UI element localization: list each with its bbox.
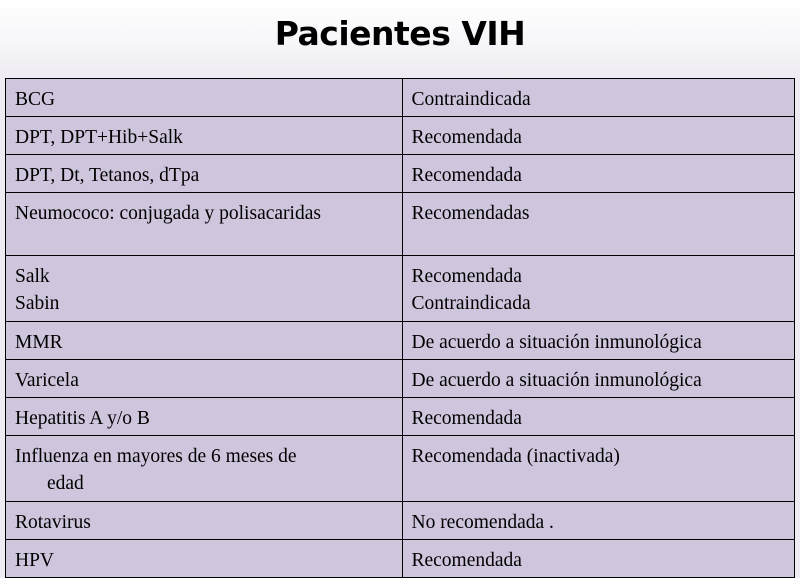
vaccine-cell xyxy=(6,79,403,117)
vaccine-label: Neumococo: conjugada y polisacaridas xyxy=(15,203,321,224)
vaccine-cell xyxy=(6,117,403,155)
vaccine-cell xyxy=(6,360,403,398)
table-row xyxy=(6,398,795,436)
vaccine-cell xyxy=(6,436,403,502)
recommendation-label: De acuerdo a situación inmunológica xyxy=(411,332,702,353)
recommendation-label: Contraindicada xyxy=(411,293,531,314)
recommendation-label: Recomendadas xyxy=(411,203,530,224)
page-title: Pacientes VIH xyxy=(274,14,526,53)
recommendation-cell xyxy=(403,540,795,578)
vaccine-label: Salk xyxy=(15,266,50,287)
vaccine-cell xyxy=(6,155,403,193)
recommendation-cell xyxy=(403,502,795,540)
table-row xyxy=(6,322,795,360)
recommendation-cell xyxy=(403,117,795,155)
recommendation-label: Recomendada (inactivada) xyxy=(411,446,620,467)
recommendation-label: Recomendada xyxy=(411,550,522,571)
vaccine-label: edad xyxy=(47,473,84,494)
table-row xyxy=(6,256,795,322)
table-row xyxy=(6,155,795,193)
recommendation-cell xyxy=(403,79,795,117)
recommendation-cell xyxy=(403,322,795,360)
vaccine-label: DPT, Dt, Tetanos, dTpa xyxy=(15,165,200,186)
vaccine-cell xyxy=(6,193,403,256)
recommendation-label: Recomendada xyxy=(411,165,522,186)
recommendation-cell xyxy=(403,436,795,502)
vaccine-cell xyxy=(6,398,403,436)
recommendation-cell xyxy=(403,155,795,193)
vaccine-cell xyxy=(6,540,403,578)
vaccine-label: Varicela xyxy=(15,370,79,391)
recommendation-cell xyxy=(403,193,795,256)
vaccine-label: HPV xyxy=(15,550,55,571)
vaccine-label: BCG xyxy=(15,89,56,110)
vaccine-label: Hepatitis A y/o B xyxy=(15,408,150,429)
recommendation-cell xyxy=(403,398,795,436)
recommendation-label: Recomendada xyxy=(411,127,522,148)
vaccine-cell xyxy=(6,322,403,360)
recommendation-label: De acuerdo a situación inmunológica xyxy=(411,370,702,391)
recommendation-label: Recomendada xyxy=(411,266,522,287)
recommendation-label: No recomendada . xyxy=(411,512,554,533)
table-row xyxy=(6,117,795,155)
table-row xyxy=(6,193,795,256)
table-row xyxy=(6,436,795,502)
recommendation-label: Recomendada xyxy=(411,408,522,429)
table-row xyxy=(6,502,795,540)
vaccine-label: DPT, DPT+Hib+Salk xyxy=(15,127,183,148)
vaccine-cell xyxy=(6,256,403,322)
vaccine-label: MMR xyxy=(15,332,63,353)
recommendation-cell xyxy=(403,360,795,398)
table-row xyxy=(6,540,795,578)
recommendation-label: Contraindicada xyxy=(411,89,531,110)
vaccine-label: Sabin xyxy=(15,293,60,314)
vaccine-label: Rotavirus xyxy=(15,512,91,533)
recommendation-cell xyxy=(403,256,795,322)
vaccination-table xyxy=(5,78,795,578)
table-row xyxy=(6,79,795,117)
vaccine-cell xyxy=(6,502,403,540)
table-row xyxy=(6,360,795,398)
vaccine-label: Influenza en mayores de 6 meses de xyxy=(15,446,297,467)
